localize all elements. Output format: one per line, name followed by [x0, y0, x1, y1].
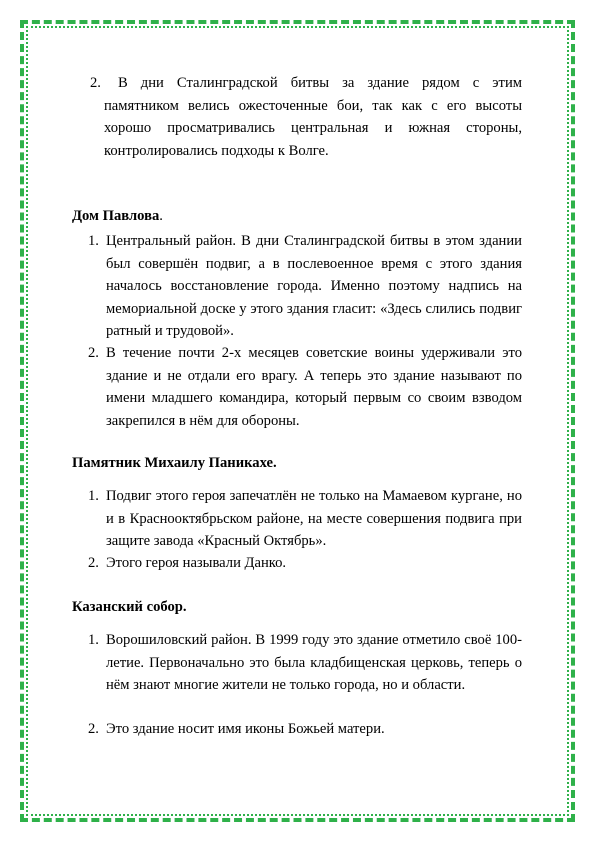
list-item-number: 2. [88, 555, 99, 571]
list-item-number: 1. [88, 632, 99, 648]
list-item-number: 2. [88, 721, 99, 737]
list-item-text: Центральный район. В дни Сталинградской битвы в этом здании был совершён подвиг, а в послевоенное время с этого здания началось восстановление города. Именно поэтому надпись на мемориальной доске у этого здания гласит: «Здесь слились подвиг ратный и трудовой». [106, 233, 522, 340]
list-item-text: В течение почти 2-х месяцев советские воины удерживали это здание и не отдали его врагу. А теперь это здание называют по имени младшего командира, который первым со своим взводом закрепился в нём для обороны. [106, 345, 522, 429]
list-item-number: 2. [88, 345, 99, 361]
section-heading [72, 596, 187, 619]
section-title: Казанский собор. [72, 599, 187, 615]
section-title-suffix: . [159, 208, 163, 224]
list-item-number: 1. [88, 233, 99, 249]
section-heading [72, 205, 163, 228]
list-item-text: Этого героя называли Данко. [106, 555, 287, 571]
section-title: Памятник Михаилу Паникахе. [72, 455, 277, 471]
list-item-text: Это здание носит имя иконы Божьей матери. [106, 721, 385, 737]
list-item-text: В дни Сталинградской битвы за здание рядом с этим памятником велись ожесточенные бои, так как с его высоты хорошо просматривались центральная и южная стороны, контролировались подходы к Волге. [104, 75, 522, 159]
list-item-text: Ворошиловский район. В 1999 году это здание отметило своё 100-летие. Первоначально это была кладбищенская церковь, теперь о нём знают многие жители не только города, но и области. [106, 632, 522, 694]
section-heading [72, 452, 277, 475]
list-item-text: Подвиг этого героя запечатлён не только на Мамаевом кургане, но и в Краснооктябрьском районе, на месте совершения подвига при защите завода «Красный Октябрь». [106, 488, 522, 550]
list-item-number: 1. [88, 488, 99, 504]
list-item-number: 2. [90, 75, 101, 91]
section-title: Дом Павлова [72, 208, 160, 224]
